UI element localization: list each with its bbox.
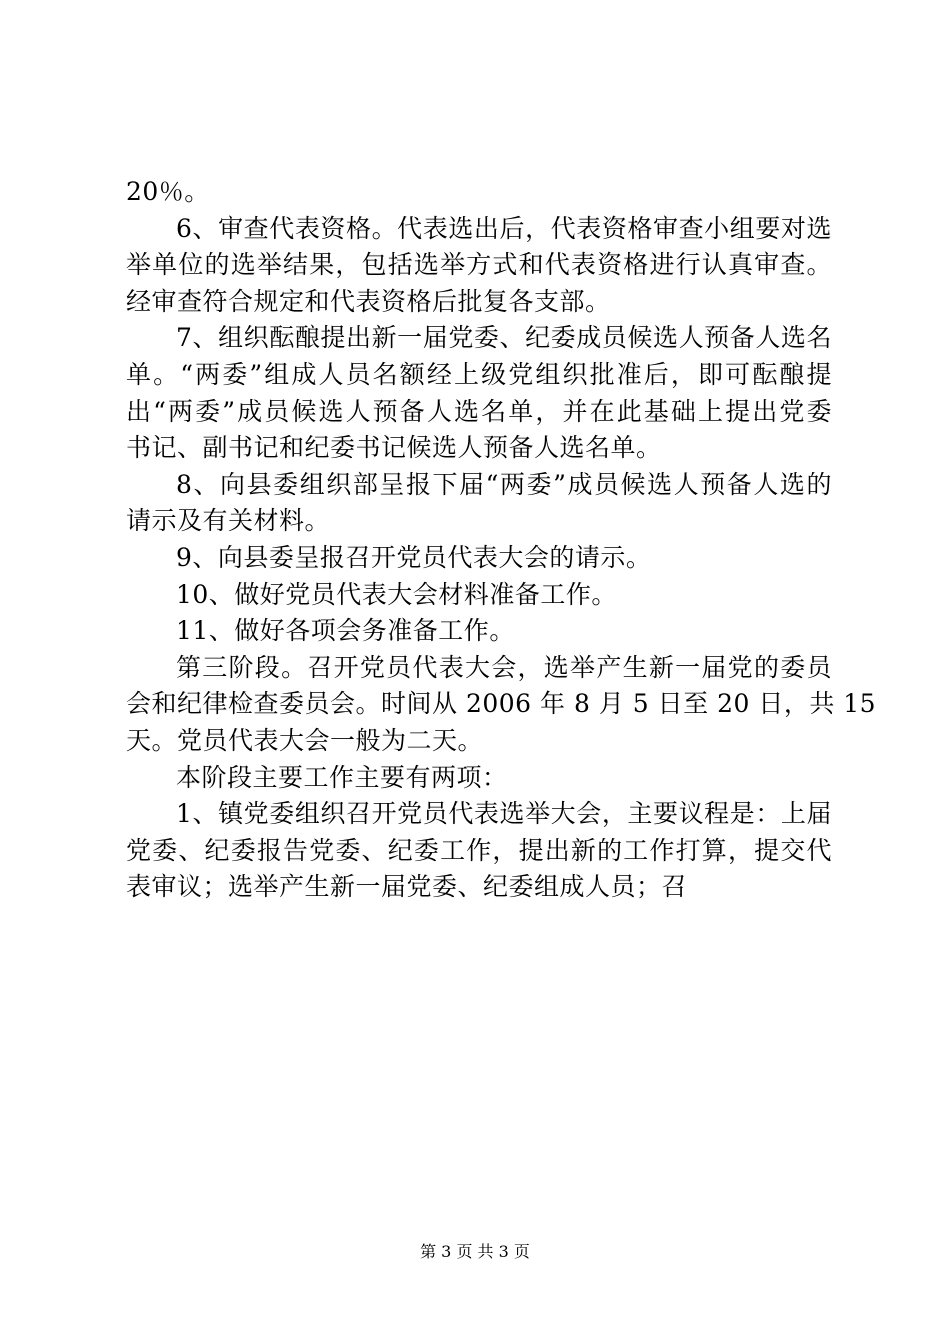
- body-line: 表审议；选举产生新一届党委、纪委组成人员；召: [126, 872, 688, 902]
- body-line: 第三阶段。召开党员代表大会，选举产生新一届党的委员: [176, 652, 832, 682]
- body-line: 8、向县委组织部呈报下届“两委”成员候选人预备人选的: [176, 469, 832, 499]
- body-line: 会和纪律检查委员会。时间从 2006 年 8 月 5 日至 20 日，共 15: [126, 689, 877, 719]
- body-line: 本阶段主要工作主要有两项：: [176, 762, 508, 792]
- body-line: 书记、副书记和纪委书记候选人预备人选名单。: [126, 433, 662, 463]
- body-line: 请示及有关材料。: [126, 506, 331, 536]
- body-line: 举单位的选举结果，包括选举方式和代表资格进行认真审查。: [126, 250, 832, 280]
- body-line: 党委、纪委报告党委、纪委工作，提出新的工作打算，提交代: [126, 835, 832, 865]
- body-line: 11、做好各项会务准备工作。: [176, 616, 515, 646]
- document-body: [126, 174, 877, 906]
- body-line: 7、组织酝酿提出新一届党委、纪委成员候选人预备人选名: [176, 323, 832, 353]
- page-footer: 第 3 页 共 3 页: [420, 1242, 530, 1261]
- body-line: 经审查符合规定和代表资格后批复各支部。: [126, 286, 611, 316]
- body-line: 1、镇党委组织召开党员代表选举大会，主要议程是：上届: [176, 799, 832, 829]
- body-line: 出“两委”成员候选人预备人选名单，并在此基础上提出党委: [126, 396, 832, 426]
- body-line: 单。“两委”组成人员名额经上级党组织批准后，即可酝酿提: [126, 359, 832, 389]
- body-line: 9、向县委呈报召开党员代表大会的请示。: [176, 542, 652, 572]
- body-line: 10、做好党员代表大会材料准备工作。: [176, 579, 617, 609]
- body-line: 天。党员代表大会一般为二天。: [126, 725, 484, 755]
- body-line: 6、审查代表资格。代表选出后，代表资格审查小组要对选: [176, 213, 832, 243]
- body-line: 20％。: [126, 177, 210, 206]
